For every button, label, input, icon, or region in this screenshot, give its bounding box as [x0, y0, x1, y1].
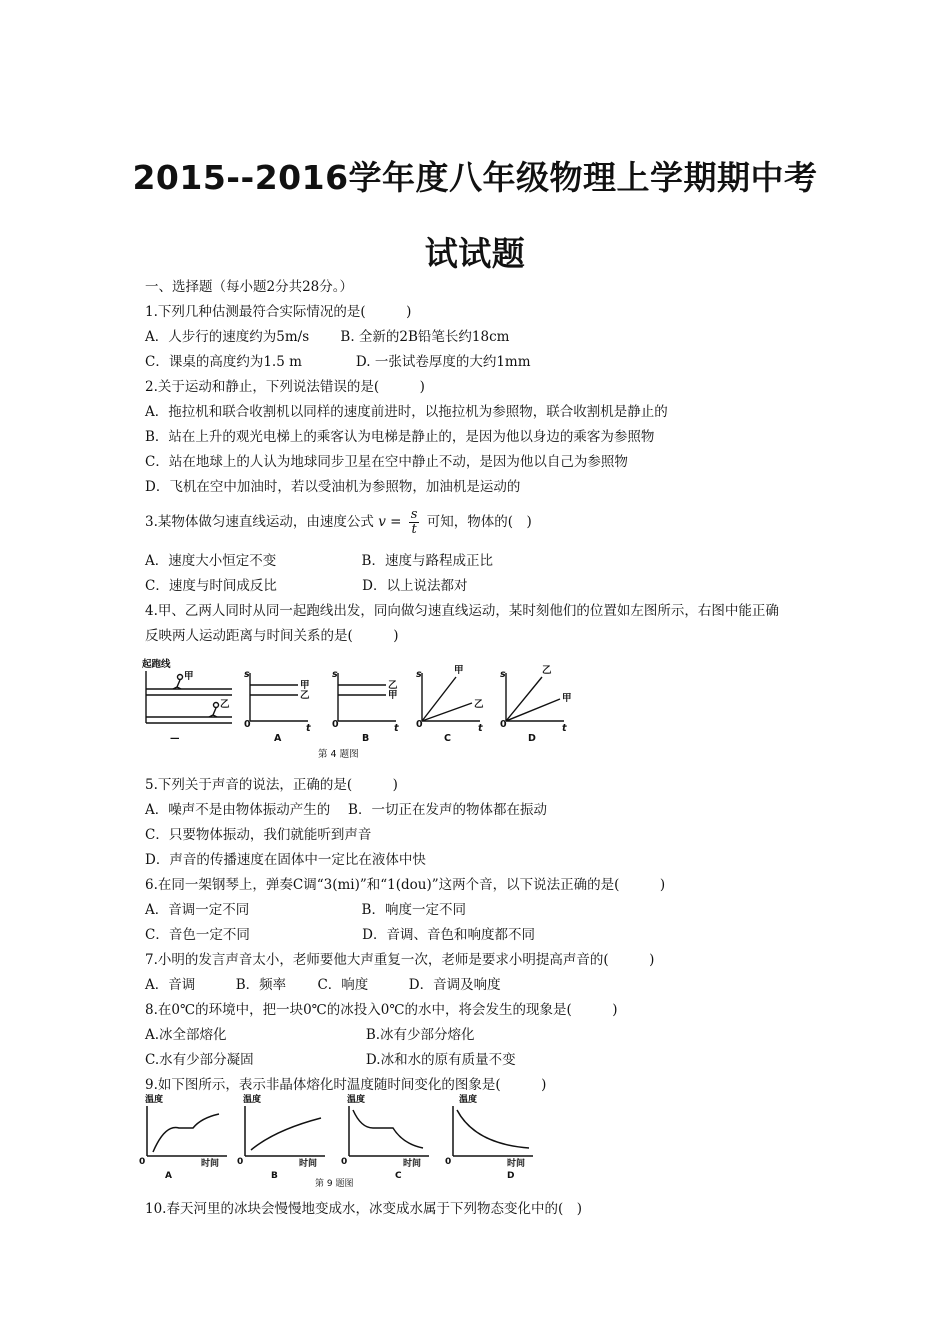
runner-jia-label: 甲: [184, 671, 194, 682]
q1-options-ab: A．人步行的速度约为5m/s B. 全新的2B铅笔长约18cm: [145, 329, 510, 345]
q3-stem-before: 3.某物体做匀速直线运动，由速度公式: [145, 514, 374, 530]
q5-option-c: C．只要物体振动，我们就能听到声音: [145, 827, 372, 843]
q8-stem: 8.在0℃的环境中，把一块0℃的冰投入0℃的水中，将会发生的现象是( ): [145, 1002, 618, 1018]
graph-a-s: s: [244, 669, 250, 680]
graph-a-label: A: [274, 733, 282, 744]
graph-d-yi: 乙: [542, 665, 552, 676]
graph9-a-temp: 温度: [145, 1095, 164, 1105]
graph-c-t: t: [478, 723, 483, 734]
q2-option-a: A．拖拉机和联合收割机以同样的速度前进时，以拖拉机为参照物，联合收割机是静止的: [145, 404, 668, 420]
start-line-label: 起跑线: [142, 659, 171, 670]
formula-numerator: s: [410, 507, 418, 522]
graph-d-origin: 0: [500, 719, 507, 730]
q4-figure: [140, 655, 590, 765]
graph-c-s: s: [416, 669, 422, 680]
exam-title-line1: 2015--2016学年度八年级物理上学期期中考: [132, 158, 818, 197]
graph9-d-temp: 温度: [459, 1095, 478, 1105]
q8-options-cd: C.水有少部分凝固 D.冰和水的原有质量不变: [145, 1052, 516, 1068]
graph-b-yi: 乙: [388, 680, 398, 691]
q3-options-cd: C．速度与时间成反比 D．以上说法都对: [145, 578, 468, 594]
graph-c-label: C: [444, 733, 451, 744]
q2-option-c: C．站在地球上的人认为地球同步卫星在空中静止不动，是因为他以自己为参照物: [145, 454, 628, 470]
exam-title-line2: 试试题: [424, 234, 526, 273]
graph-d-t: t: [562, 723, 567, 734]
graph9-b-origin: 0: [237, 1157, 244, 1167]
graph9-a-time: 时间: [201, 1159, 220, 1169]
graph9-b-label: B: [271, 1171, 278, 1181]
q10-stem: 10.春天河里的冰块会慢慢地变成水，冰变成水属于下列物态变化中的( ): [145, 1201, 583, 1217]
q2-stem: 2.关于运动和静止，下列说法错误的是( ): [145, 379, 425, 395]
graph-c-origin: 0: [416, 719, 423, 730]
graph-d-label: D: [528, 733, 536, 744]
graph-b-jia: 甲: [388, 690, 398, 701]
q7-stem: 7.小明的发言声音太小，老师要他大声重复一次，老师是要求小明提高声音的( ): [145, 952, 655, 968]
graph-a-yi: 乙: [300, 690, 310, 701]
graph-a-origin: 0: [244, 719, 251, 730]
q3-stem: [145, 507, 532, 537]
graph9-a-origin: 0: [139, 1157, 146, 1167]
graph-d-s: s: [500, 669, 506, 680]
q2-option-b: B．站在上升的观光电梯上的乘客认为电梯是静止的，是因为他以身边的乘客为参照物: [145, 429, 655, 445]
q2-option-d: D．飞机在空中加油时，若以受油机为参照物，加油机是运动的: [145, 479, 521, 495]
graph-a-jia: 甲: [300, 680, 310, 691]
q1-options-cd: C．课桌的高度约为1.5 m D. 一张试卷厚度的大约1mm: [145, 354, 531, 370]
q5-options-ab: A．噪声不是由物体振动产生的 B．一切正在发声的物体都在振动: [145, 802, 547, 818]
graph-b-label: B: [362, 733, 370, 744]
graph9-b-temp: 温度: [243, 1095, 262, 1105]
graph-b-origin: 0: [332, 719, 339, 730]
q4-stem-line1: 4.甲、乙两人同时从同一起跑线出发，同向做匀速直线运动，某时刻他们的位置如左图所示，右图中能正确: [145, 603, 779, 619]
q5-stem: 5.下列关于声音的说法，正确的是( ): [145, 777, 398, 793]
q8-options-ab: A.冰全部熔化 B.冰有少部分熔化: [145, 1027, 475, 1043]
graph-d-jia: 甲: [562, 693, 572, 704]
graph9-c-time: 时间: [403, 1159, 422, 1169]
q9-figure: [135, 1094, 555, 1190]
graph9-a-label: A: [165, 1171, 172, 1181]
graph-a-t: t: [306, 723, 311, 734]
graph-c-yi: 乙: [474, 699, 484, 710]
runner-yi-label: 乙: [220, 699, 230, 710]
q3-stem-after: 可知，物体的( ): [426, 514, 532, 530]
graph9-d-origin: 0: [445, 1157, 452, 1167]
graph9-c-label: C: [395, 1171, 402, 1181]
q9-stem: 9.如下图所示，表示非晶体熔化时温度随时间变化的图象是( ): [145, 1077, 547, 1093]
q6-options-cd: C．音色一定不同 D．音调、音色和响度都不同: [145, 927, 535, 943]
q7-options: A．音调 B．频率 C．响度 D．音调及响度: [145, 977, 501, 993]
formula-denominator: t: [411, 522, 417, 537]
graph9-b-time: 时间: [299, 1159, 318, 1169]
graph9-c-origin: 0: [341, 1157, 348, 1167]
q9-figure-caption: 第 9 题图: [315, 1179, 354, 1189]
graph9-c-temp: 温度: [347, 1095, 366, 1105]
graph9-d-time: 时间: [507, 1159, 526, 1169]
q6-stem: 6.在同一架钢琴上，弹奏C调“3(mi)”和“1(dou)”这两个音，以下说法正确的是( ): [145, 877, 666, 893]
q4-stem-line2: 反映两人运动距离与时间关系的是( ): [145, 628, 399, 644]
formula-eq: =: [390, 514, 402, 530]
section-heading: 一、选择题（每小题2分共28分。）: [145, 279, 354, 295]
graph-b-t: t: [394, 723, 399, 734]
formula-v: v: [378, 514, 386, 530]
graph-c-jia: 甲: [454, 665, 464, 676]
graph9-d-label: D: [507, 1171, 515, 1181]
formula-fraction: [409, 508, 420, 537]
q5-option-d: D．声音的传播速度在固体中一定比在液体中快: [145, 852, 426, 868]
graph-b-s: s: [332, 669, 338, 680]
q3-options-ab: A．速度大小恒定不变 B．速度与路程成正比: [145, 553, 493, 569]
q6-options-ab: A．音调一定不同 B．响度一定不同: [145, 902, 466, 918]
q4-figure-caption: 第 4 题图: [318, 749, 359, 760]
q1-stem: 1.下列几种估测最符合实际情况的是( ): [145, 304, 412, 320]
panel-dash: —: [170, 733, 180, 744]
